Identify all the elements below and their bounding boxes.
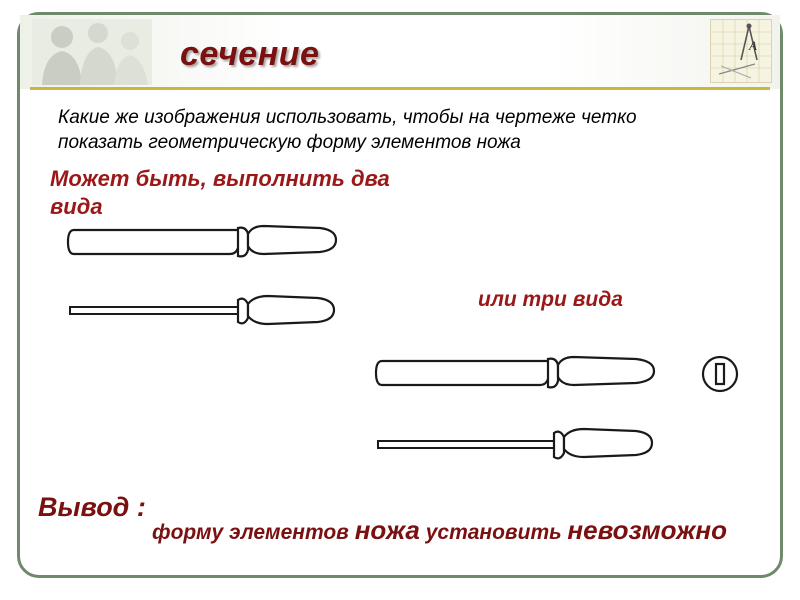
knife-guard-top [238,299,248,324]
conclusion-part-2: ножа [354,515,420,545]
corner-letter: A [749,38,757,53]
conclusion-part-1: форму элементов [152,521,355,544]
knife-three-views-drawing [372,347,752,472]
page-title: сечение [180,35,320,73]
knife-handle-front-2 [558,357,654,385]
header-divider [30,87,770,90]
knife-handle-front [248,226,336,254]
knife-guard-front-2 [548,359,558,388]
conclusion-part-3: установить [419,521,568,544]
two-views-caption: Может быть, выполнить два вида [50,166,390,219]
conclusion-text [152,515,727,546]
knife-handle-top [248,296,334,324]
knife-blade-front-2 [376,361,551,385]
conclusion-label: Вывод : [38,492,146,522]
corner-illustration [710,19,772,83]
three-views-caption: или три вида [478,288,623,311]
conclusion-part-4: невозможно [567,515,727,545]
knife-guard-front [238,228,248,257]
knife-handle-top-2 [564,429,652,457]
knife-blade-top-2 [378,441,554,448]
knife-blade-top [70,307,238,314]
knife-two-views-drawing [60,212,350,337]
knife-guard-top-2 [554,432,564,459]
people-silhouette-icon [32,19,152,85]
question-text: Какие же изображения использовать, чтобы на чертеже четко показать геометрическую форму элементов ножа [58,107,637,153]
knife-blade-front [68,230,241,254]
drafting-compass-icon [711,20,771,82]
knife-side-view-blade-section [716,364,724,384]
